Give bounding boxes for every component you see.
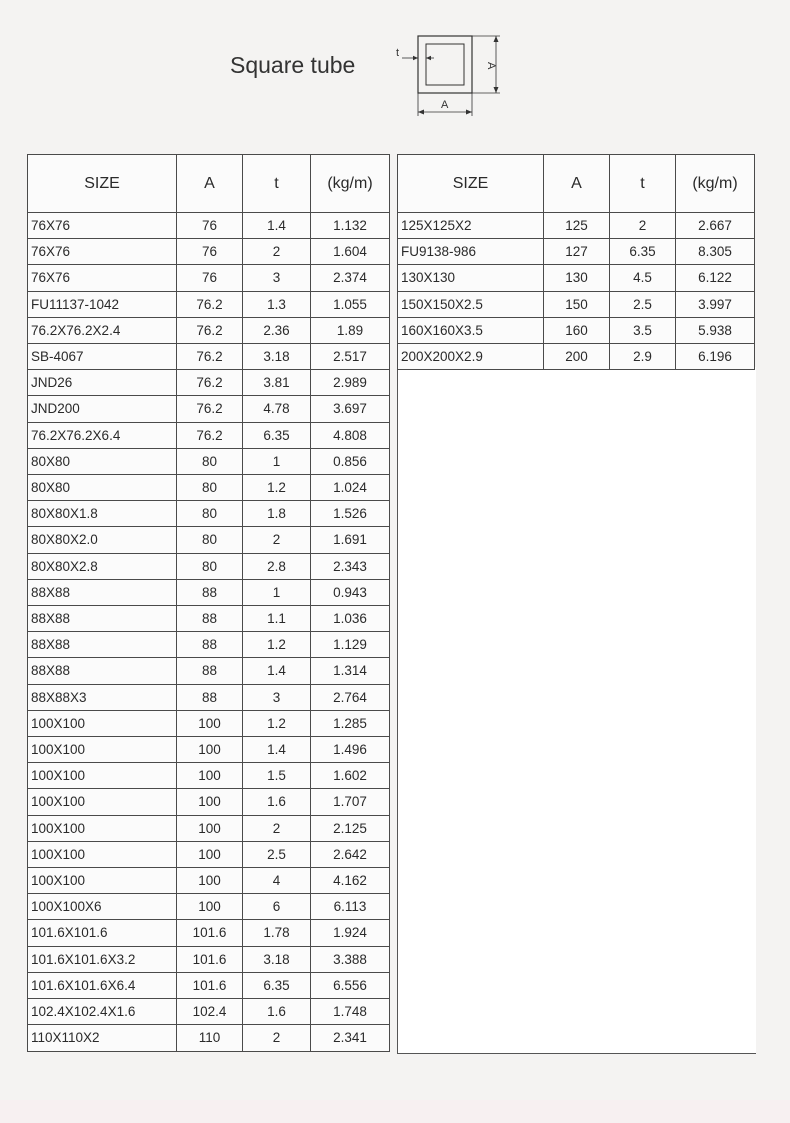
table-row	[28, 317, 390, 343]
cell-t: 2.8	[243, 553, 311, 579]
cell-a: 127	[544, 239, 610, 265]
cell-size: 76.2X76.2X2.4	[28, 317, 177, 343]
cell-weight: 8.305	[676, 239, 755, 265]
table-row	[398, 344, 755, 370]
cell-weight: 1.314	[311, 658, 390, 684]
cell-t: 1.2	[243, 710, 311, 736]
cell-size: 100X100X6	[28, 894, 177, 920]
cell-weight: 1.285	[311, 710, 390, 736]
cell-weight: 2.125	[311, 815, 390, 841]
cell-a: 88	[177, 579, 243, 605]
cell-size: 160X160X3.5	[398, 317, 544, 343]
cell-a: 88	[177, 632, 243, 658]
cell-t: 3.5	[610, 317, 676, 343]
cell-size: JND26	[28, 370, 177, 396]
header-size: SIZE	[398, 155, 544, 213]
cell-t: 3.18	[243, 946, 311, 972]
cell-size: 100X100	[28, 737, 177, 763]
cell-a: 200	[544, 344, 610, 370]
table-row	[28, 265, 390, 291]
page-bottom-strip	[0, 1100, 790, 1123]
table-row	[28, 448, 390, 474]
cell-t: 3	[243, 265, 311, 291]
cell-a: 88	[177, 684, 243, 710]
cell-a: 88	[177, 606, 243, 632]
cell-t: 1	[243, 448, 311, 474]
cell-t: 6.35	[243, 422, 311, 448]
cell-size: 80X80X1.8	[28, 501, 177, 527]
cell-weight: 1.129	[311, 632, 390, 658]
cell-a: 76	[177, 265, 243, 291]
cell-t: 6.35	[243, 972, 311, 998]
cell-size: 200X200X2.9	[398, 344, 544, 370]
header-t: t	[243, 155, 311, 213]
cell-a: 76.2	[177, 317, 243, 343]
cell-weight: 0.943	[311, 579, 390, 605]
cell-a: 76	[177, 213, 243, 239]
cell-weight: 2.764	[311, 684, 390, 710]
cell-size: 101.6X101.6	[28, 920, 177, 946]
table-row	[28, 632, 390, 658]
table-row	[28, 684, 390, 710]
table-row	[398, 291, 755, 317]
cell-size: 76X76	[28, 265, 177, 291]
table-row	[28, 370, 390, 396]
table-row	[28, 213, 390, 239]
header-a: A	[544, 155, 610, 213]
cell-t: 1.6	[243, 999, 311, 1025]
cell-t: 2	[243, 527, 311, 553]
table-row	[28, 422, 390, 448]
cell-a: 110	[177, 1025, 243, 1051]
cell-a: 100	[177, 789, 243, 815]
header-a: A	[177, 155, 243, 213]
table-row	[28, 396, 390, 422]
cell-size: 88X88X3	[28, 684, 177, 710]
cell-a: 160	[544, 317, 610, 343]
cell-size: 110X110X2	[28, 1025, 177, 1051]
table-row	[28, 920, 390, 946]
cell-weight: 2.374	[311, 265, 390, 291]
dimension-a-bottom-label: A	[441, 99, 449, 111]
cell-a: 100	[177, 710, 243, 736]
cell-size: 101.6X101.6X3.2	[28, 946, 177, 972]
cell-a: 100	[177, 815, 243, 841]
table-row	[28, 999, 390, 1025]
cell-t: 1.2	[243, 632, 311, 658]
cell-t: 1.4	[243, 213, 311, 239]
cell-weight: 1.602	[311, 763, 390, 789]
cell-a: 80	[177, 448, 243, 474]
cell-size: 76X76	[28, 239, 177, 265]
right-empty-area	[397, 367, 756, 1054]
cell-a: 88	[177, 658, 243, 684]
cell-size: 80X80X2.0	[28, 527, 177, 553]
table-row	[28, 579, 390, 605]
cell-size: 102.4X102.4X1.6	[28, 999, 177, 1025]
cell-a: 80	[177, 501, 243, 527]
cell-size: 88X88	[28, 579, 177, 605]
cell-weight: 1.691	[311, 527, 390, 553]
cell-weight: 2.343	[311, 553, 390, 579]
header-weight: (kg/m)	[311, 155, 390, 213]
cell-t: 4	[243, 868, 311, 894]
cell-t: 1.1	[243, 606, 311, 632]
cell-weight: 4.808	[311, 422, 390, 448]
cell-t: 2	[610, 213, 676, 239]
cell-weight: 6.196	[676, 344, 755, 370]
cell-size: FU11137-1042	[28, 291, 177, 317]
cell-a: 100	[177, 737, 243, 763]
cell-a: 101.6	[177, 946, 243, 972]
table-row	[28, 763, 390, 789]
cell-size: 88X88	[28, 606, 177, 632]
header-size: SIZE	[28, 155, 177, 213]
cell-t: 2.5	[610, 291, 676, 317]
cell-weight: 1.89	[311, 317, 390, 343]
cell-t: 3	[243, 684, 311, 710]
cell-size: JND200	[28, 396, 177, 422]
cell-weight: 6.113	[311, 894, 390, 920]
table-row	[28, 239, 390, 265]
cell-size: 80X80	[28, 448, 177, 474]
cell-weight: 2.667	[676, 213, 755, 239]
table-row	[28, 475, 390, 501]
cell-t: 6.35	[610, 239, 676, 265]
cell-a: 80	[177, 527, 243, 553]
spec-table-right	[397, 154, 755, 370]
header-t: t	[610, 155, 676, 213]
cell-a: 101.6	[177, 920, 243, 946]
cell-a: 150	[544, 291, 610, 317]
cell-weight: 1.526	[311, 501, 390, 527]
table-row	[28, 972, 390, 998]
table-header-row	[28, 155, 390, 213]
cell-a: 80	[177, 553, 243, 579]
cell-t: 2.5	[243, 841, 311, 867]
table-row	[398, 265, 755, 291]
cell-t: 1.78	[243, 920, 311, 946]
table-row	[28, 606, 390, 632]
cell-weight: 1.496	[311, 737, 390, 763]
cell-t: 1.3	[243, 291, 311, 317]
cell-size: 101.6X101.6X6.4	[28, 972, 177, 998]
cell-size: SB-4067	[28, 344, 177, 370]
table-row	[28, 737, 390, 763]
cell-size: 76X76	[28, 213, 177, 239]
cell-t: 2.36	[243, 317, 311, 343]
cell-t: 2	[243, 1025, 311, 1051]
cell-t: 6	[243, 894, 311, 920]
cell-t: 3.18	[243, 344, 311, 370]
cell-weight: 1.924	[311, 920, 390, 946]
cell-t: 1.5	[243, 763, 311, 789]
cell-weight: 2.989	[311, 370, 390, 396]
cell-t: 1	[243, 579, 311, 605]
cell-size: 80X80	[28, 475, 177, 501]
cell-a: 101.6	[177, 972, 243, 998]
cell-a: 76.2	[177, 291, 243, 317]
header-weight: (kg/m)	[676, 155, 755, 213]
cell-weight: 0.856	[311, 448, 390, 474]
cell-size: 80X80X2.8	[28, 553, 177, 579]
table-row	[28, 894, 390, 920]
cell-weight: 1.055	[311, 291, 390, 317]
table-row	[28, 553, 390, 579]
thickness-t-label: t	[396, 47, 400, 59]
cell-a: 76	[177, 239, 243, 265]
cell-weight: 2.642	[311, 841, 390, 867]
cell-weight: 1.024	[311, 475, 390, 501]
table-row	[28, 1025, 390, 1051]
table-row	[28, 658, 390, 684]
spec-table-left	[27, 154, 390, 1052]
cell-size: 100X100	[28, 868, 177, 894]
dimension-a-side-label: A	[485, 62, 497, 70]
cell-weight: 2.517	[311, 344, 390, 370]
cell-a: 76.2	[177, 422, 243, 448]
table-row	[398, 213, 755, 239]
cell-a: 100	[177, 868, 243, 894]
cell-size: 150X150X2.5	[398, 291, 544, 317]
cell-weight: 1.748	[311, 999, 390, 1025]
cell-size: 100X100	[28, 763, 177, 789]
cell-weight: 2.341	[311, 1025, 390, 1051]
cell-a: 76.2	[177, 344, 243, 370]
cell-t: 4.78	[243, 396, 311, 422]
cell-a: 76.2	[177, 370, 243, 396]
cell-a: 100	[177, 841, 243, 867]
cell-weight: 3.997	[676, 291, 755, 317]
table-row	[398, 317, 755, 343]
cell-weight: 5.938	[676, 317, 755, 343]
cell-weight: 3.388	[311, 946, 390, 972]
cell-a: 102.4	[177, 999, 243, 1025]
cell-weight: 1.604	[311, 239, 390, 265]
table-row	[28, 527, 390, 553]
cell-weight: 6.556	[311, 972, 390, 998]
cell-t: 2	[243, 815, 311, 841]
cell-a: 100	[177, 894, 243, 920]
table-row	[398, 239, 755, 265]
table-row	[28, 868, 390, 894]
cell-t: 1.8	[243, 501, 311, 527]
cell-t: 1.6	[243, 789, 311, 815]
cell-weight: 1.132	[311, 213, 390, 239]
cell-size: 76.2X76.2X6.4	[28, 422, 177, 448]
cell-t: 3.81	[243, 370, 311, 396]
page-title: Square tube	[230, 52, 356, 78]
cell-t: 2	[243, 239, 311, 265]
cell-weight: 1.036	[311, 606, 390, 632]
cell-size: 88X88	[28, 658, 177, 684]
cell-t: 1.4	[243, 658, 311, 684]
table-row	[28, 291, 390, 317]
cell-weight: 3.697	[311, 396, 390, 422]
cell-t: 4.5	[610, 265, 676, 291]
cell-size: 100X100	[28, 710, 177, 736]
cell-size: 100X100	[28, 841, 177, 867]
cell-a: 100	[177, 763, 243, 789]
cell-a: 130	[544, 265, 610, 291]
cell-weight: 1.707	[311, 789, 390, 815]
table-row	[28, 815, 390, 841]
cell-t: 2.9	[610, 344, 676, 370]
cell-t: 1.2	[243, 475, 311, 501]
cell-size: 88X88	[28, 632, 177, 658]
table-row	[28, 789, 390, 815]
square-tube-diagram	[392, 24, 510, 124]
table-row	[28, 344, 390, 370]
cell-a: 125	[544, 213, 610, 239]
table-header-row	[398, 155, 755, 213]
cell-weight: 6.122	[676, 265, 755, 291]
cell-size: FU9138-986	[398, 239, 544, 265]
table-row	[28, 841, 390, 867]
table-row	[28, 946, 390, 972]
cell-a: 80	[177, 475, 243, 501]
table-row	[28, 710, 390, 736]
cell-size: 130X130	[398, 265, 544, 291]
cell-weight: 4.162	[311, 868, 390, 894]
cell-a: 76.2	[177, 396, 243, 422]
cell-t: 1.4	[243, 737, 311, 763]
cell-size: 100X100	[28, 789, 177, 815]
cell-size: 100X100	[28, 815, 177, 841]
cell-size: 125X125X2	[398, 213, 544, 239]
table-row	[28, 501, 390, 527]
